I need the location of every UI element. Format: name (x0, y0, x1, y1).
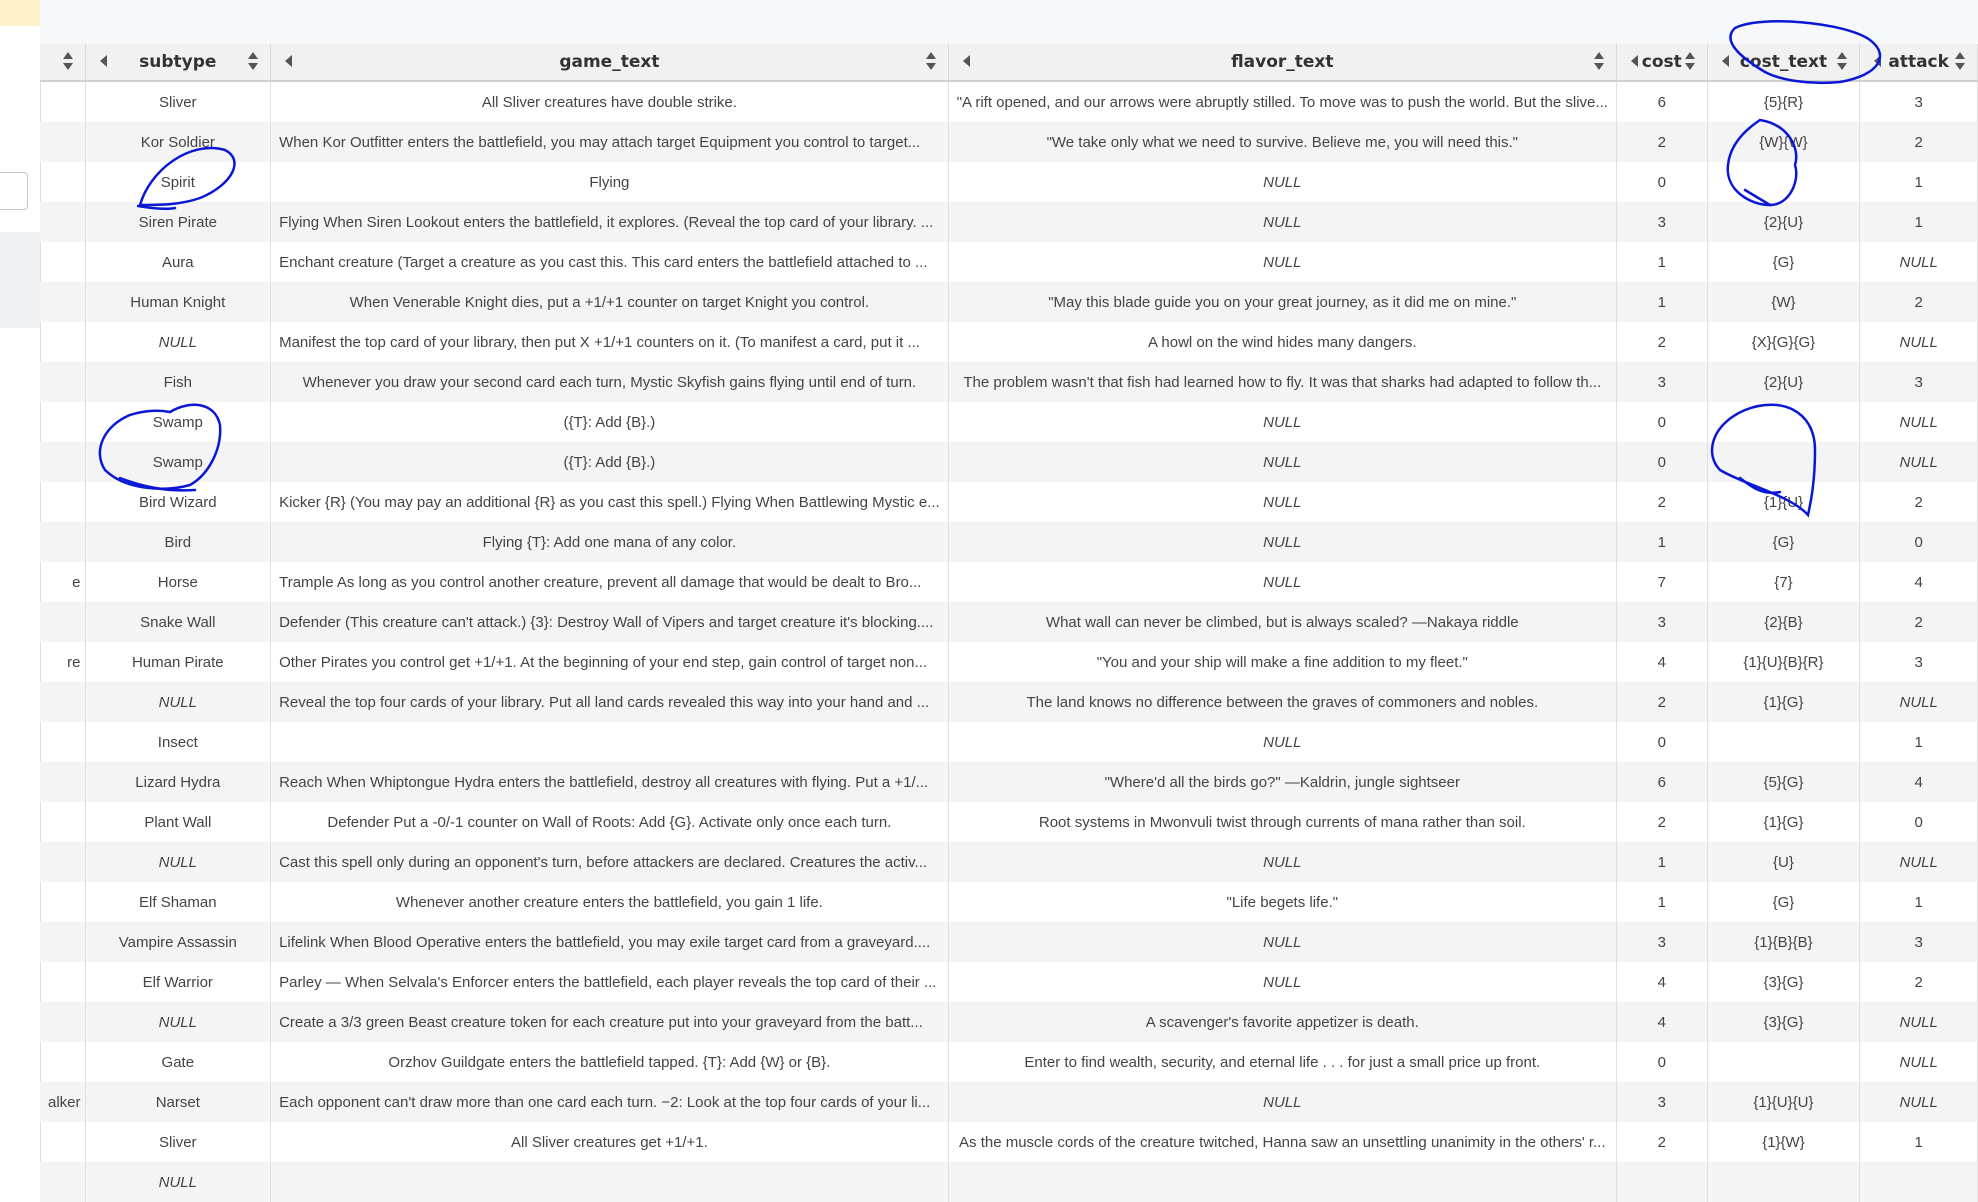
cell-cost[interactable] (1616, 1162, 1707, 1202)
cell-prev[interactable] (40, 1122, 85, 1162)
collapse-left-icon[interactable] (1631, 55, 1638, 67)
table-row[interactable] (40, 642, 1978, 682)
cell-subtype[interactable]: NULL (85, 682, 271, 722)
cell-game_text[interactable]: Orzhov Guildgate enters the battlefield tapped. {T}: Add {W} or {B}. (271, 1042, 949, 1082)
cell-game_text[interactable]: Flying {T}: Add one mana of any color. (271, 522, 949, 562)
cell-game_text[interactable]: Reveal the top four cards of your library. Put all land cards revealed this way into your hand and ... (271, 682, 949, 722)
sort-icon[interactable] (63, 52, 73, 72)
cell-prev[interactable] (40, 962, 85, 1002)
table-row[interactable] (40, 1122, 1978, 1162)
cell-cost_text[interactable] (1707, 1042, 1860, 1082)
cell-attack[interactable]: NULL (1860, 1002, 1978, 1042)
cell-subtype[interactable]: NULL (85, 1162, 271, 1202)
cell-game_text[interactable]: Each opponent can't draw more than one card each turn. −2: Look at the top four cards of your li... (271, 1082, 949, 1122)
cell-game_text[interactable]: Cast this spell only during an opponent's turn, before attackers are declared. Creatures the activ... (271, 842, 949, 882)
sidebar-selected-item[interactable] (0, 232, 40, 328)
table-row[interactable] (40, 882, 1978, 922)
cell-attack[interactable]: NULL (1860, 242, 1978, 282)
cell-flavor_text[interactable]: The land knows no difference between the graves of commoners and nobles. (948, 682, 1616, 722)
cell-game_text[interactable] (271, 1162, 949, 1202)
cell-subtype[interactable]: Swamp (85, 402, 271, 442)
cell-flavor_text[interactable]: NULL (948, 162, 1616, 202)
cell-cost_text[interactable]: {1}{U} (1707, 482, 1860, 522)
cell-prev[interactable] (40, 522, 85, 562)
cell-attack[interactable]: 2 (1860, 482, 1978, 522)
cell-flavor_text[interactable]: NULL (948, 242, 1616, 282)
cell-flavor_text[interactable]: NULL (948, 562, 1616, 602)
cell-cost_text[interactable]: {5}{R} (1707, 81, 1860, 122)
cell-prev[interactable] (40, 722, 85, 762)
column-header-game_text[interactable] (271, 44, 949, 81)
cell-flavor_text[interactable]: What wall can never be climbed, but is always scaled? —Nakaya riddle (948, 602, 1616, 642)
cell-cost_text[interactable]: {5}{G} (1707, 762, 1860, 802)
cell-subtype[interactable]: Bird Wizard (85, 482, 271, 522)
cell-attack[interactable]: NULL (1860, 682, 1978, 722)
cell-game_text[interactable]: Create a 3/3 green Beast creature token for each creature put into your graveyard from the batt... (271, 1002, 949, 1042)
cell-cost[interactable]: 3 (1616, 202, 1707, 242)
left-sidebar (0, 0, 41, 1196)
table-row[interactable] (40, 1002, 1978, 1042)
cell-prev[interactable] (40, 602, 85, 642)
cell-subtype[interactable]: Vampire Assassin (85, 922, 271, 962)
cell-cost_text[interactable]: {X}{G}{G} (1707, 322, 1860, 362)
table-row[interactable] (40, 482, 1978, 522)
cell-subtype[interactable]: NULL (85, 1002, 271, 1042)
cell-attack[interactable]: 0 (1860, 802, 1978, 842)
cell-cost_text[interactable]: {2}{U} (1707, 362, 1860, 402)
cell-attack[interactable]: 2 (1860, 122, 1978, 162)
cell-attack[interactable]: 1 (1860, 722, 1978, 762)
cell-flavor_text[interactable]: "Life begets life." (948, 882, 1616, 922)
cell-cost[interactable]: 0 (1616, 442, 1707, 482)
cell-flavor_text[interactable]: NULL (948, 482, 1616, 522)
cell-cost_text[interactable]: {G} (1707, 242, 1860, 282)
cell-cost[interactable]: 1 (1616, 842, 1707, 882)
cell-cost[interactable]: 2 (1616, 482, 1707, 522)
cell-cost_text[interactable]: {1}{G} (1707, 802, 1860, 842)
cell-cost[interactable]: 6 (1616, 81, 1707, 122)
cell-cost[interactable]: 3 (1616, 1082, 1707, 1122)
cell-flavor_text[interactable]: A scavenger's favorite appetizer is death. (948, 1002, 1616, 1042)
cell-attack[interactable]: 3 (1860, 922, 1978, 962)
cell-game_text[interactable]: Enchant creature (Target a creature as you cast this. This card enters the battlefield attached to ... (271, 242, 949, 282)
cell-game_text[interactable]: Trample As long as you control another creature, prevent all damage that would be dealt to Bro... (271, 562, 949, 602)
cell-game_text[interactable]: When Kor Outfitter enters the battlefield, you may attach target Equipment you control to target... (271, 122, 949, 162)
cell-flavor_text[interactable]: "We take only what we need to survive. Believe me, you will need this." (948, 122, 1616, 162)
cell-cost_text[interactable]: {G} (1707, 882, 1860, 922)
sort-icon[interactable] (1594, 52, 1604, 72)
cell-flavor_text[interactable]: "A rift opened, and our arrows were abruptly stilled. To move was to push the world. But the slive... (948, 81, 1616, 122)
cell-attack[interactable]: NULL (1860, 842, 1978, 882)
cell-prev[interactable] (40, 682, 85, 722)
table-row[interactable] (40, 162, 1978, 202)
cell-subtype[interactable]: Gate (85, 1042, 271, 1082)
cell-cost_text[interactable]: {W}{W} (1707, 122, 1860, 162)
cell-flavor_text[interactable]: NULL (948, 442, 1616, 482)
cell-cost[interactable]: 2 (1616, 682, 1707, 722)
cell-cost[interactable]: 0 (1616, 1042, 1707, 1082)
data-grid (40, 44, 1978, 1202)
cell-subtype[interactable]: Elf Warrior (85, 962, 271, 1002)
cell-cost_text[interactable]: {3}{G} (1707, 962, 1860, 1002)
collapse-left-icon[interactable] (963, 55, 970, 67)
cell-flavor_text[interactable]: NULL (948, 1082, 1616, 1122)
cell-subtype[interactable]: Swamp (85, 442, 271, 482)
table-row[interactable] (40, 282, 1978, 322)
table-row[interactable] (40, 762, 1978, 802)
cell-cost[interactable]: 4 (1616, 962, 1707, 1002)
sort-icon[interactable] (1837, 52, 1847, 72)
cell-attack[interactable]: 2 (1860, 602, 1978, 642)
cell-flavor_text[interactable]: NULL (948, 522, 1616, 562)
table-row[interactable] (40, 1162, 1978, 1202)
cell-cost[interactable]: 1 (1616, 282, 1707, 322)
table-row[interactable] (40, 682, 1978, 722)
cell-attack[interactable]: NULL (1860, 402, 1978, 442)
column-label: subtype (139, 52, 217, 72)
table-row[interactable] (40, 1082, 1978, 1122)
cell-subtype[interactable]: NULL (85, 322, 271, 362)
cell-attack[interactable]: 2 (1860, 282, 1978, 322)
cell-cost_text[interactable]: {1}{G} (1707, 682, 1860, 722)
table-row[interactable] (40, 842, 1978, 882)
cell-cost[interactable]: 2 (1616, 802, 1707, 842)
cell-flavor_text[interactable]: NULL (948, 962, 1616, 1002)
cell-game_text[interactable]: All Sliver creatures get +1/+1. (271, 1122, 949, 1162)
cell-subtype[interactable]: Snake Wall (85, 602, 271, 642)
table-row[interactable] (40, 802, 1978, 842)
cell-cost[interactable]: 3 (1616, 362, 1707, 402)
cell-attack[interactable]: 1 (1860, 1122, 1978, 1162)
cell-attack[interactable]: NULL (1860, 322, 1978, 362)
cell-attack[interactable]: 1 (1860, 162, 1978, 202)
table-row[interactable] (40, 602, 1978, 642)
cell-prev[interactable] (40, 922, 85, 962)
cell-flavor_text[interactable]: NULL (948, 722, 1616, 762)
cell-flavor_text[interactable] (948, 1162, 1616, 1202)
cell-cost[interactable]: 1 (1616, 882, 1707, 922)
cell-attack[interactable]: 4 (1860, 762, 1978, 802)
cell-game_text[interactable]: Other Pirates you control get +1/+1. At the beginning of your end step, gain control of target non... (271, 642, 949, 682)
sort-icon[interactable] (1685, 52, 1695, 72)
cell-prev[interactable]: re (40, 642, 85, 682)
cell-cost_text[interactable] (1707, 1162, 1860, 1202)
cell-prev[interactable] (40, 122, 85, 162)
cell-cost[interactable]: 2 (1616, 1122, 1707, 1162)
cell-flavor_text[interactable]: A howl on the wind hides many dangers. (948, 322, 1616, 362)
cell-prev[interactable] (40, 242, 85, 282)
table-row[interactable] (40, 722, 1978, 762)
cell-prev[interactable] (40, 202, 85, 242)
cell-subtype[interactable]: Narset (85, 1082, 271, 1122)
cell-cost[interactable]: 3 (1616, 922, 1707, 962)
cell-prev[interactable] (40, 81, 85, 122)
cell-prev[interactable] (40, 842, 85, 882)
cell-attack[interactable] (1860, 1162, 1978, 1202)
cell-subtype[interactable]: Elf Shaman (85, 882, 271, 922)
toolbar (40, 0, 1978, 45)
column-label: attack (1888, 52, 1949, 72)
cell-cost_text[interactable]: {U} (1707, 842, 1860, 882)
cell-prev[interactable]: e (40, 562, 85, 602)
cell-flavor_text[interactable]: Root systems in Mwonvuli twist through currents of mana rather than soil. (948, 802, 1616, 842)
cell-subtype[interactable]: Kor Soldier (85, 122, 271, 162)
sidebar-input[interactable] (0, 172, 28, 210)
cell-game_text[interactable]: Kicker {R} (You may pay an additional {R} as you cast this spell.) Flying When Battlewing Mystic e... (271, 482, 949, 522)
cell-prev[interactable] (40, 482, 85, 522)
cell-cost_text[interactable]: {7} (1707, 562, 1860, 602)
cell-subtype[interactable]: Aura (85, 242, 271, 282)
cell-flavor_text[interactable]: NULL (948, 202, 1616, 242)
column-header-prev[interactable] (40, 44, 85, 81)
cell-cost[interactable]: 7 (1616, 562, 1707, 602)
cell-cost_text[interactable]: {2}{U} (1707, 202, 1860, 242)
cell-game_text[interactable]: When Venerable Knight dies, put a +1/+1 counter on target Knight you control. (271, 282, 949, 322)
cell-game_text[interactable]: All Sliver creatures have double strike. (271, 81, 949, 122)
cell-prev[interactable] (40, 882, 85, 922)
cell-subtype[interactable]: NULL (85, 842, 271, 882)
cell-prev[interactable] (40, 402, 85, 442)
column-label: cost_text (1739, 52, 1828, 72)
cell-cost[interactable]: 4 (1616, 1002, 1707, 1042)
cell-prev[interactable] (40, 1002, 85, 1042)
cell-cost_text[interactable]: {3}{G} (1707, 1002, 1860, 1042)
cell-flavor_text[interactable]: Enter to find wealth, security, and eternal life . . . for just a small price up front. (948, 1042, 1616, 1082)
cell-subtype[interactable]: Bird (85, 522, 271, 562)
cell-attack[interactable]: 1 (1860, 202, 1978, 242)
cell-attack[interactable]: 3 (1860, 81, 1978, 122)
cell-cost_text[interactable]: {1}{B}{B} (1707, 922, 1860, 962)
table-row[interactable] (40, 402, 1978, 442)
cell-prev[interactable] (40, 762, 85, 802)
cell-subtype[interactable]: Insect (85, 722, 271, 762)
cell-prev[interactable] (40, 1042, 85, 1082)
cell-attack[interactable]: 2 (1860, 962, 1978, 1002)
cell-prev[interactable] (40, 802, 85, 842)
cell-game_text[interactable]: ({T}: Add {B}.) (271, 442, 949, 482)
cell-prev[interactable] (40, 282, 85, 322)
cell-flavor_text[interactable]: "You and your ship will make a fine addition to my fleet." (948, 642, 1616, 682)
cell-prev[interactable]: alker (40, 1082, 85, 1122)
column-label: cost (1641, 52, 1682, 72)
cell-cost_text[interactable] (1707, 402, 1860, 442)
results-table (40, 44, 1978, 1202)
cell-game_text[interactable]: Parley — When Selvala's Enforcer enters the battlefield, each player reveals the top card of their ... (271, 962, 949, 1002)
cell-game_text[interactable]: Whenever you draw your second card each turn, Mystic Skyfish gains flying until end of turn. (271, 362, 949, 402)
cell-subtype[interactable]: Sliver (85, 1122, 271, 1162)
cell-game_text[interactable]: Defender (This creature can't attack.) {3}: Destroy Wall of Vipers and target creature it's blocking.... (271, 602, 949, 642)
cell-cost[interactable]: 6 (1616, 762, 1707, 802)
cell-cost[interactable]: 0 (1616, 162, 1707, 202)
cell-subtype[interactable]: Human Knight (85, 282, 271, 322)
cell-cost[interactable]: 0 (1616, 402, 1707, 442)
cell-attack[interactable]: 3 (1860, 642, 1978, 682)
cell-subtype[interactable]: Horse (85, 562, 271, 602)
table-row[interactable] (40, 922, 1978, 962)
cell-cost[interactable]: 1 (1616, 242, 1707, 282)
table-row[interactable] (40, 1042, 1978, 1082)
cell-cost_text[interactable]: {G} (1707, 522, 1860, 562)
cell-flavor_text[interactable]: NULL (948, 842, 1616, 882)
cell-game_text[interactable]: Defender Put a -0/-1 counter on Wall of Roots: Add {G}. Activate only once each turn. (271, 802, 949, 842)
column-header-flavor_text[interactable] (948, 44, 1616, 81)
table-row[interactable] (40, 442, 1978, 482)
sort-icon[interactable] (926, 52, 936, 72)
cell-attack[interactable]: 1 (1860, 882, 1978, 922)
sort-icon[interactable] (1955, 52, 1965, 72)
cell-cost_text[interactable] (1707, 722, 1860, 762)
cell-prev[interactable] (40, 1162, 85, 1202)
cell-subtype[interactable]: Human Pirate (85, 642, 271, 682)
cell-game_text[interactable]: Reach When Whiptongue Hydra enters the battlefield, destroy all creatures with flying. Put a +1/... (271, 762, 949, 802)
table-row[interactable] (40, 122, 1978, 162)
cell-cost_text[interactable]: {1}{U}{U} (1707, 1082, 1860, 1122)
cell-prev[interactable] (40, 162, 85, 202)
column-label: flavor_text (1231, 52, 1334, 72)
cell-cost[interactable]: 1 (1616, 522, 1707, 562)
cell-subtype[interactable]: Sliver (85, 81, 271, 122)
table-row[interactable] (40, 362, 1978, 402)
cell-cost_text[interactable]: {W} (1707, 282, 1860, 322)
cell-subtype[interactable]: Siren Pirate (85, 202, 271, 242)
cell-flavor_text[interactable]: As the muscle cords of the creature twitched, Hanna saw an unsettling unanimity in the others' r... (948, 1122, 1616, 1162)
cell-attack[interactable]: NULL (1860, 1082, 1978, 1122)
column-label: game_text (559, 52, 660, 72)
table-row[interactable] (40, 522, 1978, 562)
table-row[interactable] (40, 322, 1978, 362)
cell-flavor_text[interactable]: "Where'd all the birds go?" —Kaldrin, jungle sightseer (948, 762, 1616, 802)
cell-flavor_text[interactable]: The problem wasn't that fish had learned how to fly. It was that sharks had adapted to follow th... (948, 362, 1616, 402)
cell-game_text[interactable]: Manifest the top card of your library, then put X +1/+1 counters on it. (To manifest a card, put it ... (271, 322, 949, 362)
cell-cost_text[interactable]: {1}{W} (1707, 1122, 1860, 1162)
table-row[interactable] (40, 202, 1978, 242)
cell-attack[interactable]: 4 (1860, 562, 1978, 602)
collapse-left-icon[interactable] (1874, 55, 1881, 67)
cell-cost_text[interactable]: {1}{U}{B}{R} (1707, 642, 1860, 682)
cell-cost_text[interactable] (1707, 442, 1860, 482)
cell-subtype[interactable]: Fish (85, 362, 271, 402)
cell-attack[interactable]: 3 (1860, 362, 1978, 402)
cell-flavor_text[interactable]: NULL (948, 922, 1616, 962)
cell-subtype[interactable]: Plant Wall (85, 802, 271, 842)
cell-cost_text[interactable]: {2}{B} (1707, 602, 1860, 642)
cell-attack[interactable]: NULL (1860, 1042, 1978, 1082)
cell-game_text[interactable]: Flying (271, 162, 949, 202)
cell-prev[interactable] (40, 442, 85, 482)
cell-flavor_text[interactable]: NULL (948, 402, 1616, 442)
cell-cost[interactable]: 3 (1616, 602, 1707, 642)
cell-game_text[interactable]: Whenever another creature enters the battlefield, you gain 1 life. (271, 882, 949, 922)
cell-subtype[interactable]: Lizard Hydra (85, 762, 271, 802)
collapse-left-icon[interactable] (100, 55, 107, 67)
cell-cost[interactable]: 2 (1616, 122, 1707, 162)
cell-cost[interactable]: 4 (1616, 642, 1707, 682)
cell-subtype[interactable]: Spirit (85, 162, 271, 202)
cell-cost[interactable]: 0 (1616, 722, 1707, 762)
table-row[interactable] (40, 962, 1978, 1002)
table-row[interactable] (40, 81, 1978, 122)
cell-cost[interactable]: 2 (1616, 322, 1707, 362)
column-header-attack[interactable] (1860, 44, 1978, 81)
cell-game_text[interactable] (271, 722, 949, 762)
cell-attack[interactable]: NULL (1860, 442, 1978, 482)
cell-attack[interactable]: 0 (1860, 522, 1978, 562)
cell-game_text[interactable]: ({T}: Add {B}.) (271, 402, 949, 442)
column-header-subtype[interactable] (85, 44, 271, 81)
sort-icon[interactable] (248, 52, 258, 72)
sidebar-tab[interactable] (0, 0, 40, 26)
collapse-left-icon[interactable] (1722, 55, 1729, 67)
cell-prev[interactable] (40, 322, 85, 362)
collapse-left-icon[interactable] (285, 55, 292, 67)
table-row[interactable] (40, 562, 1978, 602)
column-header-cost_text[interactable] (1707, 44, 1860, 81)
cell-game_text[interactable]: Flying When Siren Lookout enters the battlefield, it explores. (Reveal the top card of your library. ... (271, 202, 949, 242)
column-header-cost[interactable] (1616, 44, 1707, 81)
cell-cost_text[interactable] (1707, 162, 1860, 202)
cell-game_text[interactable]: Lifelink When Blood Operative enters the battlefield, you may exile target card from a graveyard.... (271, 922, 949, 962)
cell-flavor_text[interactable]: "May this blade guide you on your great journey, as it did me on mine." (948, 282, 1616, 322)
cell-prev[interactable] (40, 362, 85, 402)
table-row[interactable] (40, 242, 1978, 282)
